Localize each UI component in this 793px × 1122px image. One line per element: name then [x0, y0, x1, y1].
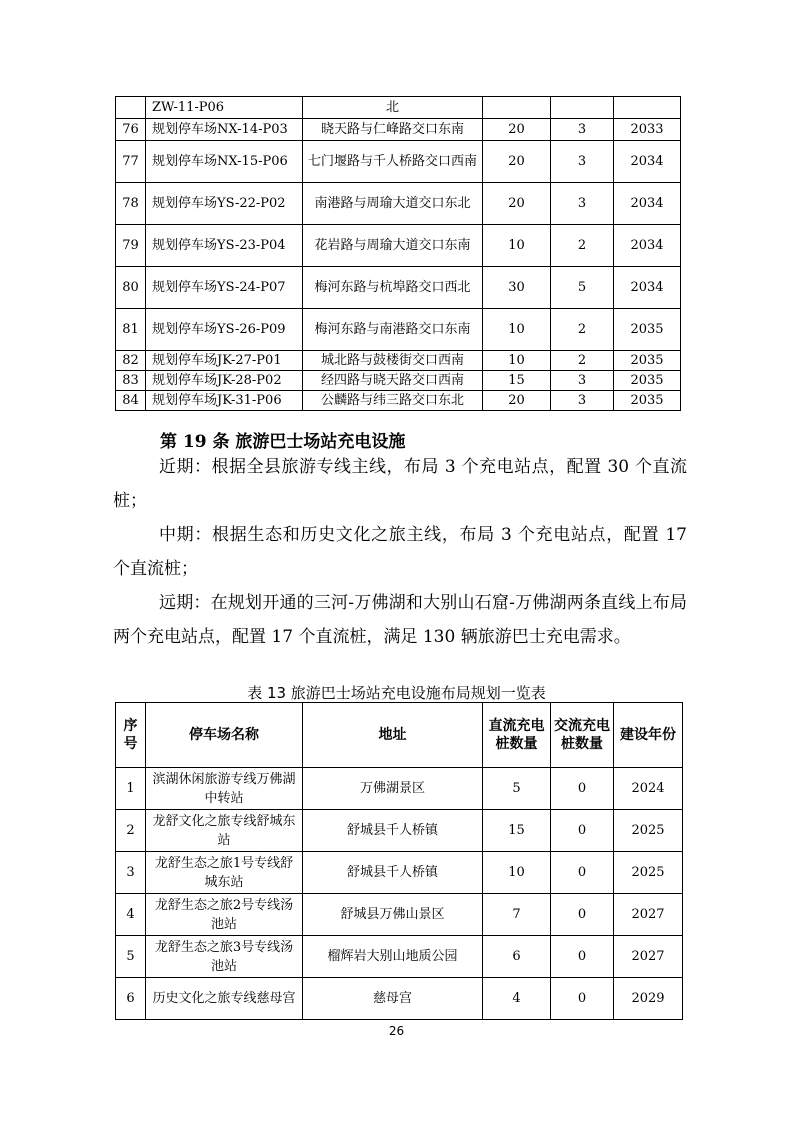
- table-row: [116, 894, 683, 936]
- cell-addr: 榴辉岩大别山地质公园: [303, 936, 483, 978]
- header-no: 序号: [116, 703, 146, 768]
- paragraph-near-term: 近期：根据全县旅游专线主线，布局 3 个充电站点，配置 30 个直流桩；: [113, 457, 687, 511]
- cell-addr: 公麟路与纬三路交口东北: [303, 391, 483, 411]
- cell-no: 84: [116, 391, 146, 411]
- header-year: 建设年份: [614, 703, 683, 768]
- cell-ac: 5: [551, 267, 614, 309]
- cell-ac: 0: [551, 768, 614, 810]
- paragraph-long-term: 远期：在规划开通的三河-万佛湖和大别山石窟-万佛湖两条直线上布局两个充电站点，配置 17 个直流桩，满足 130 辆旅游巴士充电需求。: [113, 593, 687, 647]
- cell-addr: 晓天路与仁峰路交口东南: [303, 119, 483, 141]
- table-row: [116, 978, 683, 1020]
- cell-addr: 舒城县万佛山景区: [303, 894, 483, 936]
- cell-dc: 20: [483, 183, 551, 225]
- table-row: [116, 141, 681, 183]
- cell-year: 2035: [614, 309, 681, 351]
- article-title: 第 19 条 旅游巴士场站充电设施: [160, 432, 406, 452]
- header-ac: 交流充电桩数量: [551, 703, 614, 768]
- cell-no: 83: [116, 371, 146, 391]
- cell-no: 78: [116, 183, 146, 225]
- cell-year: 2034: [614, 267, 681, 309]
- table-row: [116, 309, 681, 351]
- cell-name: 历史文化之旅专线慈母宫: [146, 978, 303, 1020]
- cell-name: 规划停车场JK-31-P06: [146, 391, 303, 411]
- cell-dc: 20: [483, 391, 551, 411]
- table-row: [116, 810, 683, 852]
- cell-dc: 10: [483, 225, 551, 267]
- cell-addr: 万佛湖景区: [303, 768, 483, 810]
- cell-name: 龙舒生态之旅2号专线汤池站: [146, 894, 303, 936]
- cell-name: 规划停车场NX-14-P03: [146, 119, 303, 141]
- tour-bus-charging-table: [115, 702, 683, 1020]
- table-row: [116, 225, 681, 267]
- cell-ac: 0: [551, 894, 614, 936]
- cell-addr: 梅河东路与杭埠路交口西北: [303, 267, 483, 309]
- table-row: [116, 768, 683, 810]
- cell-year: 2029: [614, 978, 683, 1020]
- cell-addr: 七门堰路与千人桥路交口西南: [303, 141, 483, 183]
- cell-no: 79: [116, 225, 146, 267]
- table-row: [116, 119, 681, 141]
- cell-ac: 3: [551, 391, 614, 411]
- cell-ac: 3: [551, 183, 614, 225]
- cell-dc: 10: [483, 309, 551, 351]
- table-row: [116, 183, 681, 225]
- cell-no: 81: [116, 309, 146, 351]
- cell-ac: 3: [551, 141, 614, 183]
- cell-dc: 6: [483, 936, 551, 978]
- cell-no: 6: [116, 978, 146, 1020]
- cell-no: 77: [116, 141, 146, 183]
- cell-dc: 4: [483, 978, 551, 1020]
- cell-dc: [483, 97, 551, 119]
- header-address: 地址: [303, 703, 483, 768]
- cell-year: 2035: [614, 391, 681, 411]
- cell-ac: 0: [551, 978, 614, 1020]
- cell-year: 2025: [614, 810, 683, 852]
- cell-dc: 15: [483, 810, 551, 852]
- cell-no: 76: [116, 119, 146, 141]
- table-row: [116, 97, 681, 119]
- cell-year: 2034: [614, 141, 681, 183]
- cell-addr: 舒城县千人桥镇: [303, 852, 483, 894]
- cell-ac: 3: [551, 371, 614, 391]
- cell-addr: 舒城县千人桥镇: [303, 810, 483, 852]
- table-row: [116, 371, 681, 391]
- cell-ac: 2: [551, 225, 614, 267]
- cell-year: 2025: [614, 852, 683, 894]
- cell-dc: 30: [483, 267, 551, 309]
- cell-dc: 20: [483, 141, 551, 183]
- cell-ac: 0: [551, 852, 614, 894]
- cell-no: [116, 97, 146, 119]
- cell-year: 2027: [614, 936, 683, 978]
- header-dc: 直流充电桩数量: [483, 703, 551, 768]
- cell-addr: 梅河东路与南港路交口东南: [303, 309, 483, 351]
- cell-addr: 慈母宫: [303, 978, 483, 1020]
- cell-ac: 2: [551, 309, 614, 351]
- table-row: [116, 267, 681, 309]
- cell-ac: [551, 97, 614, 119]
- page-number: 26: [388, 1024, 405, 1038]
- cell-addr: 南港路与周瑜大道交口东北: [303, 183, 483, 225]
- cell-year: 2034: [614, 183, 681, 225]
- cell-addr: 城北路与鼓楼街交口西南: [303, 351, 483, 371]
- cell-no: 82: [116, 351, 146, 371]
- header-name: 停车场名称: [146, 703, 303, 768]
- parking-charging-table-continued: [115, 96, 681, 411]
- cell-addr: 经四路与晓天路交口西南: [303, 371, 483, 391]
- table-row: [116, 391, 681, 411]
- cell-year: 2027: [614, 894, 683, 936]
- table-row: [116, 852, 683, 894]
- cell-dc: 15: [483, 371, 551, 391]
- cell-no: 1: [116, 768, 146, 810]
- cell-name: 规划停车场YS-22-P02: [146, 183, 303, 225]
- table-header-row: [116, 703, 683, 768]
- cell-name: 规划停车场JK-28-P02: [146, 371, 303, 391]
- cell-ac: 0: [551, 810, 614, 852]
- cell-year: 2033: [614, 119, 681, 141]
- cell-name: 规划停车场YS-23-P04: [146, 225, 303, 267]
- cell-no: 3: [116, 852, 146, 894]
- cell-no: 80: [116, 267, 146, 309]
- cell-dc: 10: [483, 852, 551, 894]
- table-row: [116, 351, 681, 371]
- paragraph-mid-term: 中期：根据生态和历史文化之旅主线，布局 3 个充电站点，配置 17 个直流桩；: [113, 525, 687, 579]
- cell-dc: 7: [483, 894, 551, 936]
- cell-name: 规划停车场YS-24-P07: [146, 267, 303, 309]
- cell-no: 5: [116, 936, 146, 978]
- cell-year: 2034: [614, 225, 681, 267]
- cell-ac: 2: [551, 351, 614, 371]
- cell-name: ZW-11-P06: [146, 97, 303, 119]
- cell-name: 规划停车场JK-27-P01: [146, 351, 303, 371]
- cell-name: 龙舒文化之旅专线舒城东站: [146, 810, 303, 852]
- cell-name: 龙舒生态之旅1号专线舒城东站: [146, 852, 303, 894]
- cell-ac: 3: [551, 119, 614, 141]
- cell-no: 2: [116, 810, 146, 852]
- cell-name: 规划停车场YS-26-P09: [146, 309, 303, 351]
- cell-year: [614, 97, 681, 119]
- cell-dc: 5: [483, 768, 551, 810]
- cell-name: 滨湖休闲旅游专线万佛湖中转站: [146, 768, 303, 810]
- cell-year: 2035: [614, 351, 681, 371]
- cell-year: 2024: [614, 768, 683, 810]
- cell-name: 龙舒生态之旅3号专线汤池站: [146, 936, 303, 978]
- cell-name: 规划停车场NX-15-P06: [146, 141, 303, 183]
- cell-no: 4: [116, 894, 146, 936]
- cell-ac: 0: [551, 936, 614, 978]
- cell-addr: 花岩路与周瑜大道交口东南: [303, 225, 483, 267]
- cell-dc: 20: [483, 119, 551, 141]
- cell-year: 2035: [614, 371, 681, 391]
- table-caption: 表 13 旅游巴士场站充电设施布局规划一览表: [247, 684, 546, 702]
- table-row: [116, 936, 683, 978]
- cell-addr: 北: [303, 97, 483, 119]
- cell-dc: 10: [483, 351, 551, 371]
